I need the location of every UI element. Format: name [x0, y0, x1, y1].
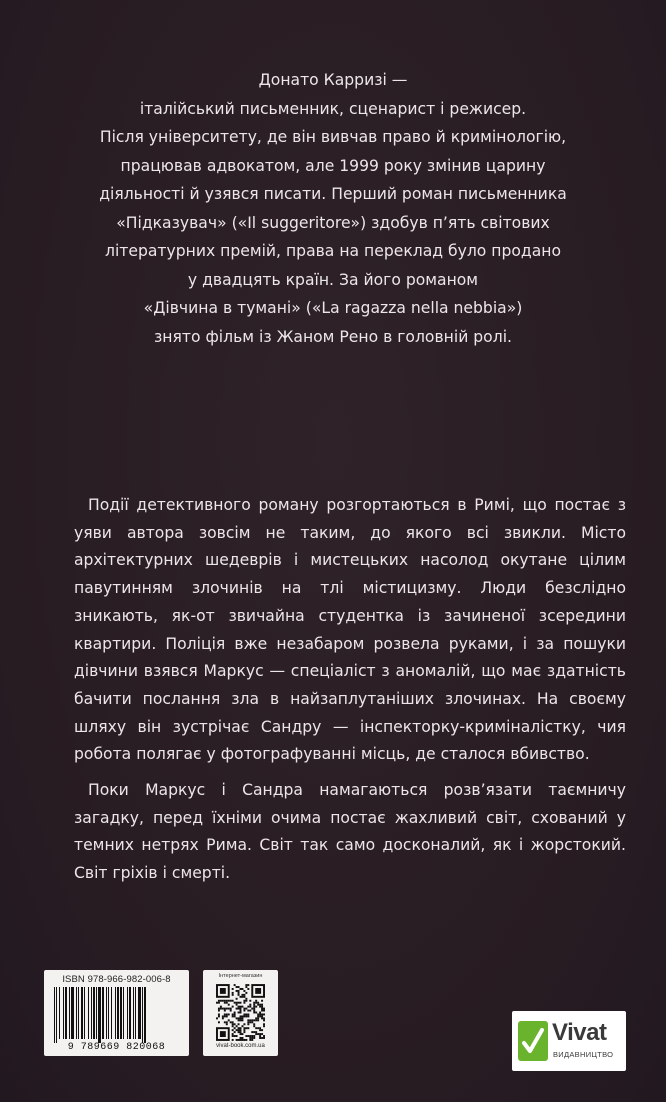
qr-code-icon [216, 984, 265, 1041]
synopsis-paragraph: Поки Маркус і Сандра намагаються розв’язати таємничу загадку, перед їхніми очима постає жахливий світ, схований у темних нетрях Рима. Світ так само досконалий, як і жорстокий. Світ гріхів і смерті. [74, 781, 626, 883]
bio-line: у двадцять країн. За його романом [187, 270, 479, 289]
bio-line: діяльності й узявся писати. Перший роман письменника [99, 185, 567, 203]
publisher-logo [512, 1011, 626, 1071]
bio-line: «Підказувач» («Il suggeritore») здобув п’ять світових [116, 213, 550, 232]
publisher-name: Vivat [552, 1019, 607, 1046]
bio-line: літературних премій, права на переклад було продано [104, 242, 562, 260]
vivat-leaf-icon [518, 1021, 548, 1061]
isbn-barcode-panel [44, 970, 189, 1056]
bio-line: працював адвокатом, але 1999 року змінив царину [120, 156, 546, 175]
bio-line: Донато Карризі — [258, 71, 408, 89]
bio-line: італійський письменник, сценарист і режисер. [139, 99, 527, 118]
shop-url: vivat-book.com.ua [216, 1043, 265, 1049]
bio-line: «Дівчина в тумані» («La ragazza nella nebbia») [143, 299, 523, 317]
isbn-label: ISBN 978-966-982-006-8 [62, 974, 171, 985]
publisher-subtitle: ВИДАВНИЦТВО [553, 1050, 614, 1059]
qr-code-panel [203, 970, 278, 1056]
qr-caption: Інтернет-магазин [218, 973, 263, 979]
bio-line: знято фільм із Жаном Рено в головній ролі. [154, 327, 512, 346]
book-synopsis [74, 492, 626, 888]
barcode-digits: 9 789669 820068 [67, 1042, 166, 1053]
bio-line: Після університету, де він вивчав право й кримінологію, [99, 128, 567, 146]
author-bio [40, 66, 626, 351]
synopsis-paragraph: Події детективного роману розгортаються в Римі, що постає з уяви автора зовсім не таким, до якого всі звикли. Місто архітектурних шедеврів і мистецьких насолод окутане цілим павутинням злочинів на тлі містицизму. Люди безслідно зникають, як-от звичайна студентка із зачиненої зсередини квартири. Поліція вже незабаром розвела руками, і за пошуки дівчини взявся Маркус — спеціаліст з аномалій, що має здатність бачити послання зла в найзаплутаніших злочинах. На своєму шляху він зустрічає Сандру — інспекторку-криміналістку, чия робота полягає у фотографуванні місць, де сталося вбивство. [74, 496, 626, 764]
barcode-icon [52, 987, 181, 1043]
